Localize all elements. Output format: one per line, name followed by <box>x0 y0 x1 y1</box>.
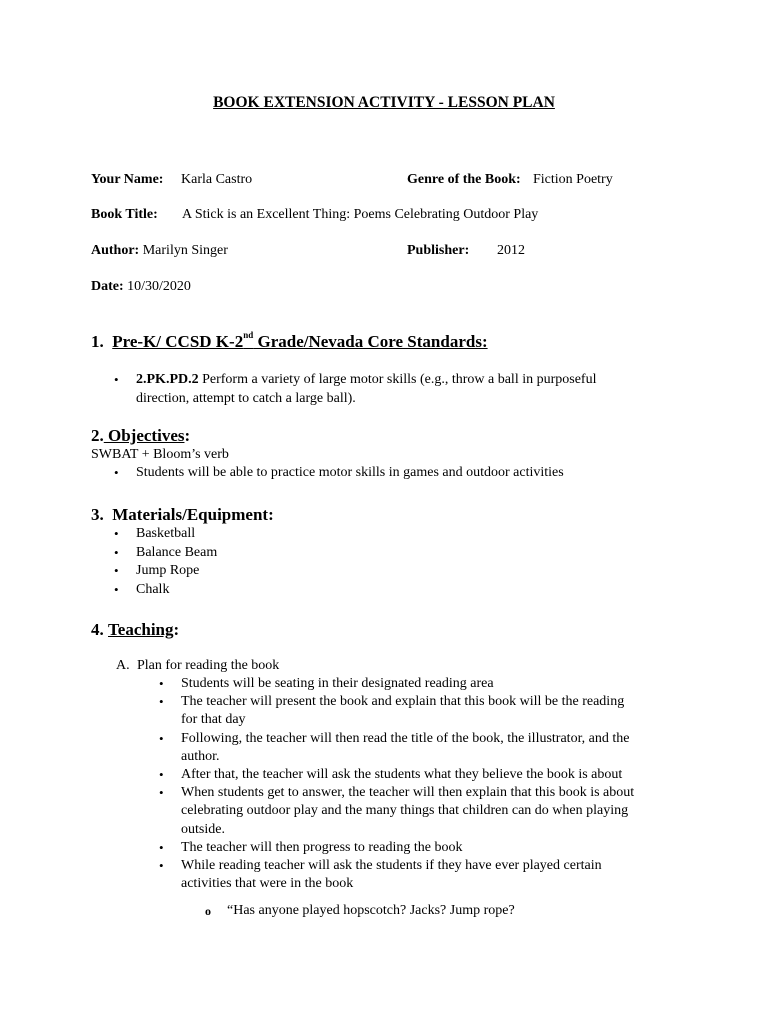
list-item <box>159 784 719 839</box>
section-2-number: 2. <box>91 426 104 445</box>
objectives-intro: SWBAT + Bloom’s verb <box>91 447 229 462</box>
list-item-line: • The teacher will then progress to reading the book <box>181 839 463 855</box>
list-item: • Chalk <box>114 581 414 600</box>
section-1-title <box>112 332 487 351</box>
name-label: Your Name: <box>91 172 164 187</box>
section-2-title: Objectives <box>103 426 185 445</box>
list-item: o “Has anyone played hopscotch? Jacks? Jump rope? <box>203 902 703 921</box>
list-item-line: activities that were in the book <box>181 876 354 892</box>
genre-label: Genre of the Book: <box>407 172 521 187</box>
list-item: • Basketball <box>114 525 414 544</box>
section-4-heading <box>91 620 179 640</box>
section-4-colon: : <box>173 620 180 639</box>
list-item <box>159 675 719 693</box>
publisher-value: 2012 <box>497 243 525 258</box>
materials-list <box>114 525 414 599</box>
list-item-line: • Following, the teacher will then read the title of the book, the illustrator, and the <box>181 730 630 746</box>
book-title-value: A Stick is an Excellent Thing: Poems Celebrating Outdoor Play <box>182 207 539 222</box>
section-1-title-pre: Pre-K/ CCSD K-2 <box>112 332 244 351</box>
list-item-line: • When students get to answer, the teacher will then explain that this book is about <box>181 785 635 801</box>
list-item-line: • Students will be seating in their designated reading area <box>181 676 494 691</box>
list-item: • Jump Rope <box>114 562 414 581</box>
list-item-line: author. <box>181 748 220 764</box>
section-4-title: Teaching <box>108 620 174 639</box>
list-item-line: for that day <box>181 712 246 728</box>
date-line <box>91 278 191 296</box>
sub-a-marker: A. <box>116 658 130 673</box>
standard-text: Perform a variety of large motor skills (e.g., throw a ball in purposeful <box>198 372 597 387</box>
list-item <box>159 730 719 766</box>
name-value: Karla Castro <box>181 172 253 187</box>
standard-code: 2.PK.PD.2 <box>136 372 199 387</box>
section-2-colon: : <box>184 426 191 445</box>
list-item <box>159 839 719 857</box>
list-item-line: • After that, the teacher will ask the students what they believe the book is about <box>181 767 623 783</box>
section-1-title-sup: nd <box>243 330 254 341</box>
section-3-number: 3. <box>91 505 104 524</box>
author-line <box>91 242 228 260</box>
section-2-heading <box>91 426 190 446</box>
author-value: Marilyn Singer <box>142 243 228 258</box>
section-1-number: 1. <box>91 332 104 351</box>
section-3-title: Materials/Equipment: <box>112 505 274 524</box>
list-item <box>159 857 719 893</box>
publisher-label: Publisher: <box>407 243 470 258</box>
section-1-heading <box>91 332 488 352</box>
list-item-line: • The teacher will present the book and explain that this book will be the reading <box>181 694 625 710</box>
book-title-label: Book Title: <box>91 207 158 222</box>
objectives-list <box>114 464 714 483</box>
document-title: BOOK EXTENSION ACTIVITY - LESSON PLAN <box>213 94 555 111</box>
standards-list <box>114 371 674 408</box>
section-4-number: 4. <box>91 620 104 639</box>
author-label: Author: <box>91 243 140 258</box>
sub-a-title: Plan for reading the book <box>137 658 280 673</box>
date-label: Date: <box>91 279 124 294</box>
teaching-list <box>159 675 719 893</box>
list-item-line: outside. <box>181 821 225 837</box>
list-item-line: celebrating outdoor play and the many things that children can do when playing <box>181 803 629 819</box>
genre-value: Fiction Poetry <box>533 172 613 187</box>
date-value: 10/30/2020 <box>127 279 191 294</box>
list-item <box>159 766 719 784</box>
list-item-line: • While reading teacher will ask the students if they have ever played certain <box>181 858 602 874</box>
list-item <box>159 693 719 729</box>
section-1-title-post: Grade/Nevada Core Standards: <box>253 332 488 351</box>
list-item: • Balance Beam <box>114 544 414 563</box>
standard-text-2: direction, attempt to catch a large ball). <box>136 390 356 406</box>
section-3-heading <box>91 505 274 525</box>
list-item: • Students will be able to practice motor skills in games and outdoor activities <box>114 464 714 483</box>
teaching-sub-list <box>203 902 703 921</box>
list-item <box>114 371 674 408</box>
